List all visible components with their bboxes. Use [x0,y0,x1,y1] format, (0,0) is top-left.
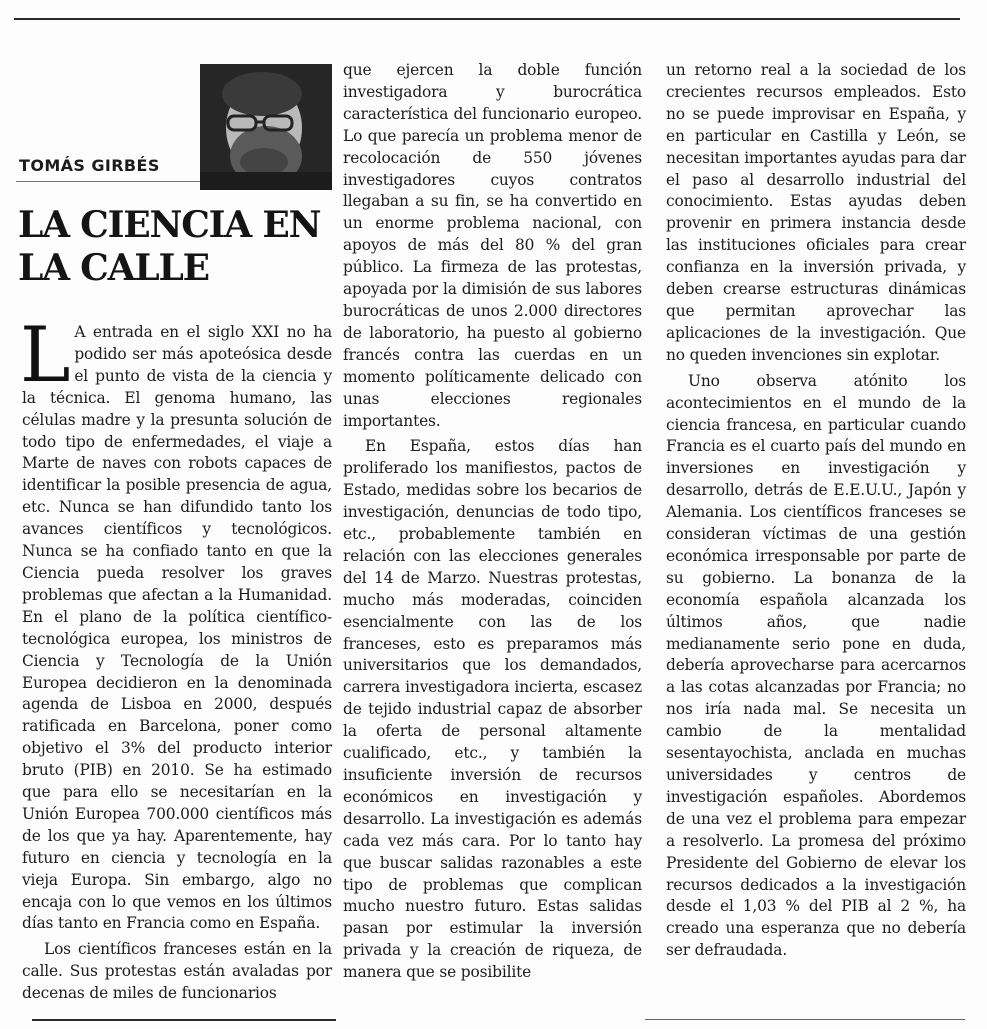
paragraph-text: A entrada en el siglo XXI no ha podido ser más apoteósica desde el punto de vista de la ciencia y la técnica. El genoma humano, las células madre y la presunta solución de todo tipo de enfermedades, el viaje a Marte de naves con robots capaces de identificar la posible presencia de agua, etc. Nunca se han difundido tanto los avances científicos y tecnológicos. Nunca se ha confiado tanto en que la Ciencia pueda resolver los graves problemas que afectan a la Humanidad. En el plano de la política científico-tecnológica europea, los ministros de Ciencia y Tecnología de la Unión Europea decidieron en la denominada agenda de Lisboa en 2000, después ratificada en Barcelona, poner como objetivo el 3% del producto interior bruto (PIB) en 2010. Se ha estimado que para ello se necesitarían en la Unión Europea 700.000 científicos más de los que ya hay. Aparentemente, hay futuro en ciencia y tecnología en la vieja Europa. Sin embargo, algo no encaja con lo que vemos en los últimos días tanto en Francia como en España. [22,323,332,933]
paragraph: un retorno real a la sociedad de los crecientes recursos empleados. Esto no se puede improvisar en España, y en particular en Castilla y León, se necesitan importantes ayudas para dar el paso al desarrollo industrial del conocimiento. Estas ayudas deben provenir en primera instancia desde las instituciones oficiales para crear confianza en la inversión privada, y deben crearse estructuras dinámicas que permitan aprovechar las aplicaciones de la investigación. Que no queden invenciones sin explotar. [666,61,966,364]
column-3 [666,60,966,962]
author-photo [200,64,332,190]
paragraph: Uno observa atónito los acontecimientos en el mundo de la ciencia francesa, en particular cuando Francia es el cuarto país del mundo en inversiones en investigación y desarrollo, detrás de E.E.U.U., Japón y Alemania. Los científicos franceses se consideran víctimas de una gestión económica irresponsable por parte de su gobierno. La bonanza de la economía española alcanzada los últimos años, que nadie medianamente serio pone en duda, debería aprovecharse para acercarnos a las cotas alcanzadas por Francia; no nos iría nada mal. Se necesita un cambio de la mentalidad sesentayochista, anclada en muchas universidades y centros de investigación españoles. Abordemos de una vez el problema para empezar a resolverlo. La promesa del próximo Presidente del Gobierno de elevar los recursos dedicados a la investigación desde el 1,03 % del PIB al 2 %, ha creado una esperanza que no debería ser defraudada. [666,371,966,960]
top-rule [14,18,960,20]
author-portrait-icon [200,64,332,190]
bottom-rule [32,1019,336,1021]
column-1 [20,310,332,1005]
author-byline: TOMÁS GIRBÉS [19,156,160,175]
paragraph: Los científicos franceses están en la calle. Sus protestas están avaladas por decenas de miles de funcionarios [22,940,332,1003]
drop-cap: L [20,310,71,399]
paragraph: que ejercen la doble función investigadora y burocrática característica del funcionario europeo. Lo que parecía un problema menor de recolocación de 550 jóvenes investigadores cuyos contratos llegaban a su fin, se ha convertido en un enorme problema nacional, con apoyos de más del 80 % del gran público. La firmeza de las protestas, apoyada por la dimisión de sus labores burocráticas de unos 2.000 directores de laboratorio, ha puesto al gobierno francés contra las cuerdas en un momento políticamente delicado con unas elecciones regionales importantes. [343,61,642,430]
bottom-rule-right [645,1019,965,1020]
paragraph [20,310,332,935]
column-2 [343,60,642,984]
article-title: LA CIENCIA EN LA CALLE [18,204,321,289]
paragraph: En España, estos días han proliferado los manifiestos, pactos de Estado, medidas sobre los becarios de investigación, denuncias de todo tipo, etc., probablemente también en relación con las elecciones generales del 14 de Marzo. Nuestras protestas, mucho más moderadas, coinciden esencialmente con las de los franceses, esto es preparamos más universitarios que los demandados, carrera investigadora incierta, escasez de tejido industrial capaz de absorber la oferta de personal altamente cualificado, etc., y también la insuficiente inversión de recursos económicos en investigación y desarrollo. La investigación es además cada vez más cara. Por lo tanto hay que buscar salidas razonables a este tipo de problemas que complican mucho nuestro futuro. Estas salidas pasan por estimular la inversión privada y la creación de riqueza, de manera que se posibilite [343,437,642,982]
byline-rule [16,181,202,182]
